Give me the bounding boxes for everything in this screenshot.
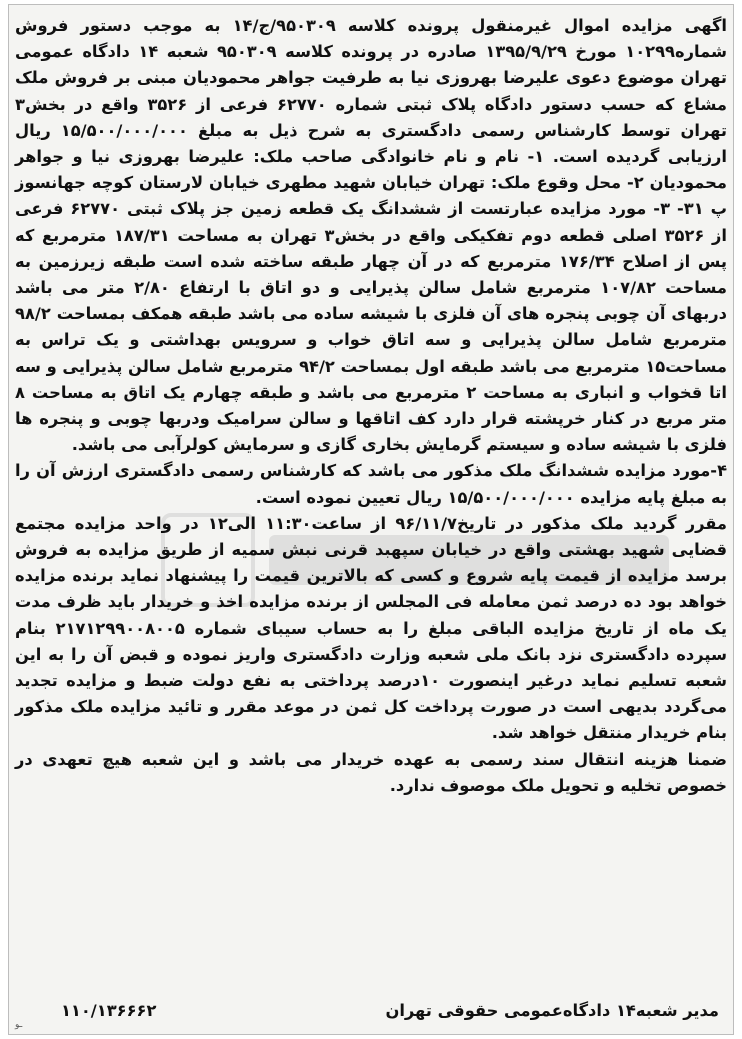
reference-number: ۱۱۰/۱۳۶۶۶۲ xyxy=(61,1001,157,1020)
notice-paragraph-main: اگهی مزایده اموال غیرمنقول پرونده کلاسه ۹۵۰۳۰۹/ج/۱۴ به موجب دستور فروش شماره۱۰۲۹۹ مورخ ۱۳۹۵/۹/۲۹ صادره در پرونده کلاسه ۹۵۰۳۰۹ شعبه ۱۴ دادگاه عمومی تهران موضوع دعوی علیرضا بهروزی نیا به طرفیت جواهر محمودیان مبنی بر فروش ملک مشاع که حسب دستور دادگاه پلاک ثبتی شماره ۶۲۷۷۰ فرعی از ۳۵۲۶ واقع در بخش۳ تهران توسط کارشناس رسمی دادگستری به شرح ذیل به مبلغ ۱۵/۵۰۰/۰۰۰/۰۰۰ ریال ارزیابی گردیده است. ۱- نام و نام خانوادگی صاحب ملک: علیرضا بهروزی نیا و جواهر محمودیان ۲- محل وقوع ملک: تهران خیابان شهید مطهری خیابان لارستان کوچه جهانسوز پ ۳۱- ۳- مورد مزایده عبارتست از ششدانگ یک قطعه زمین جز پلاک ثبتی ۶۲۷۷۰ فرعی از ۳۵۲۶ اصلی قطعه دوم تفکیکی واقع در بخش۳ تهران به مساحت ۱۸۷/۳۱ مترمربع که پس از اصلاح ۱۷۶/۳۴ مترمربع که در آن چهار طبقه ساخته شده است طبقه زیرزمین به مساحت ۱۰۷/۸۲ مترمربع شامل سالن پذیرایی و دو اتاق با ارتفاع ۲/۸۰ متر می باشد دربهای آن چوبی پنجره های آن فلزی با شیشه ساده می باشد طبقه همکف بمساحت ۹۸/۲ مترمربع شامل سالن پذیرایی و سه اتاق خواب و سرویس بهداشتی و یک تراس به مساحت۱۵ مترمربع می باشد طبقه اول بمساحت ۹۴/۲ مترمربع شامل سالن پذیرایی و سه اتا قخواب و انباری به مساحت ۲ مترمربع می باشد و طبقه چهارم یک اتاق به مساحت ۸ متر مربع در کنار خرپشته قرار دارد کف اتاقها و سالن سرامیک ودربها چوبی و پنجره ها فلزی با شیشه ساده و سیستم گرمایش بخاری گازی و سرمایش کولرآبی می باشد. xyxy=(15,16,728,455)
auction-notice-text xyxy=(15,13,727,799)
corner-mark: ـو xyxy=(15,1020,23,1030)
notice-paragraph-transfer-costs: ضمنا هزینه انتقال سند رسمی به عهده خریدار می باشد و این شعبه هیچ تعهدی در خصوص تخلیه و تحویل ملک موصوف ندارد. xyxy=(15,749,727,795)
notice-paragraph-auction-terms: مقرر گردید ملک مذکور در تاریخ۹۶/۱۱/۷ از ساعت۱۱:۳۰ الی۱۲ در واحد مزایده مجتمع قضایی شهید بهشتی واقع در خیابان سپهبد قرنی نبش سمیه از طریق مزایده به فروش برسد مزایده از قیمت پایه شروع و کسی که بالاترین قیمت را پیشنهاد نماید برنده مزایده خواهد بود ده درصد ثمن معامله فی المجلس از برنده مزایده اخذ و خریدار باید ظرف مدت یک ماه از تاریخ مزایده الباقی مبلغ را به حساب سیبای شماره ۲۱۷۱۲۹۹۰۰۸۰۰۵ بنام سپرده دادگستری نزد بانک ملی شعبه وزارت دادگستری واریز نموده و قبض آن را به این شعبه تسلیم نماید درغیر اینصورت ۱۰درصد پرداختی به نفع دولت ضبط و مزایده تجدید می‌گردد بدیهی است در صورت پرداخت کل ثمن در موعد مقرر و تائید مزایده ملک مذکور بنام خریدار منتقل خواهد شد. xyxy=(15,513,727,743)
newspaper-clipping xyxy=(8,4,734,1035)
notice-footer xyxy=(21,998,719,1024)
notice-paragraph-base-price: ۴-مورد مزایده ششدانگ ملک مذکور می باشد که کارشناس رسمی دادگستری ارزش آن را به مبلغ پایه مزایده ۱۵/۵۰۰/۰۰۰/۰۰۰ ریال تعیین نموده است. xyxy=(15,461,727,507)
court-signature: مدیر شعبه۱۴ دادگاه‌عمومی حقوقی تهران xyxy=(385,1001,719,1020)
